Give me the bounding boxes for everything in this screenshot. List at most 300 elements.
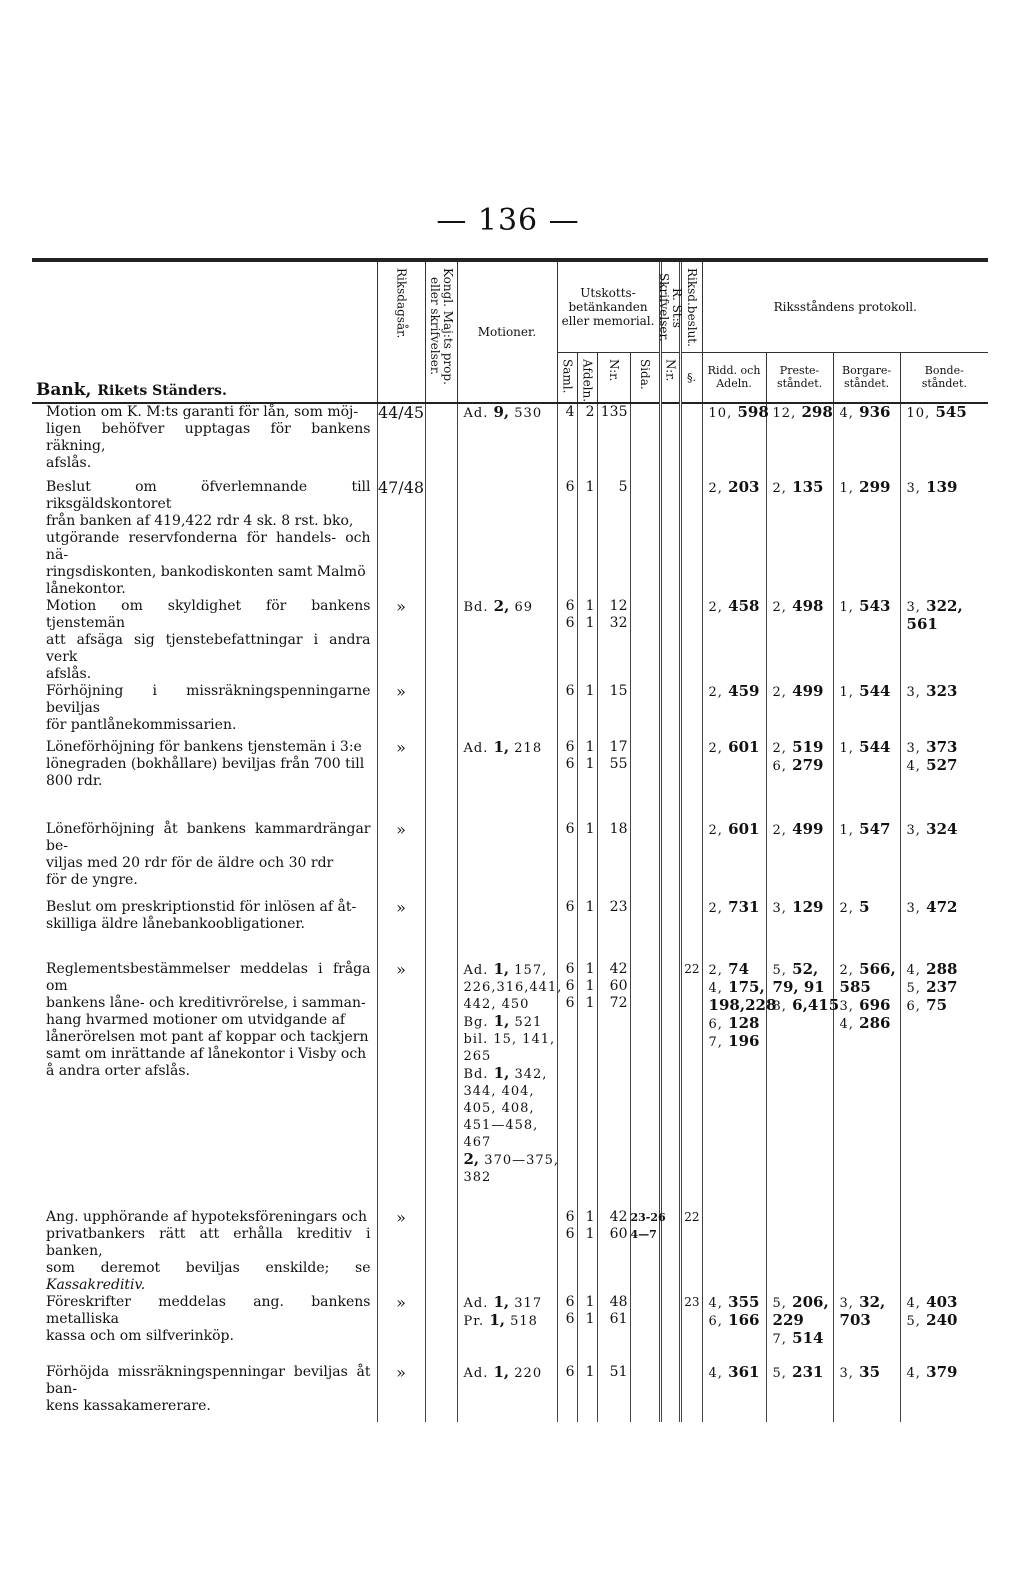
ridd-protocol-cell	[702, 1294, 766, 1364]
section-header-cell	[32, 262, 377, 403]
bonde-ref-part: 5,	[906, 1313, 921, 1329]
motion-ref-part: Bd.	[463, 1066, 494, 1082]
table-row	[32, 739, 988, 821]
sida-cell	[630, 683, 660, 739]
bonde-ref-part: 139	[920, 477, 958, 496]
col-utskott-label-2: betänkanden	[568, 299, 648, 314]
ridd-ref-line	[709, 739, 766, 757]
motion-ref-part: Ad.	[463, 1365, 494, 1381]
entry-description-line: Ang. upphörande af hypoteksföreningars och	[46, 1208, 368, 1225]
rsts-nr-cell	[660, 961, 680, 1209]
bonde-protocol-cell	[900, 683, 988, 739]
ridd-ref-part: 2,	[708, 599, 723, 615]
motioner-cell	[457, 683, 557, 739]
ridd-ref-part: 203	[722, 477, 760, 496]
nr-value: 15	[609, 682, 628, 699]
ridd-ref-line	[709, 899, 766, 917]
nr-value: 55	[609, 755, 628, 772]
col-motioner	[457, 262, 557, 403]
borgare-ref-line	[840, 404, 900, 422]
bonde-ref-line	[907, 997, 989, 1015]
entry-description-line: å andra orter afslås.	[46, 1062, 190, 1079]
entry-description-line: lånerörelsen mot pant af koppar och tackjern	[46, 1028, 369, 1045]
preste-ref-part: 514	[786, 1328, 824, 1347]
riksdagsar-cell: »	[377, 821, 425, 899]
motioner-cell	[457, 1294, 557, 1364]
entry-description-line: 800 rdr.	[46, 772, 103, 789]
borgare-protocol-cell	[833, 598, 900, 683]
preste-protocol-cell	[766, 598, 833, 683]
ridd-ref-line	[708, 995, 777, 1015]
bonde-ref-part: 4,	[906, 1295, 921, 1311]
bonde-protocol-cell	[900, 598, 988, 683]
preste-ref-part: 8,	[772, 998, 787, 1014]
ridd-ref-part: 459	[722, 681, 760, 700]
paragraph-cell	[680, 683, 702, 739]
saml-cell	[557, 821, 577, 899]
col-borgare	[833, 352, 900, 403]
motion-ref-part: 1,	[493, 1292, 510, 1311]
col-riksdagsar	[377, 262, 425, 403]
bonde-ref-part: 237	[920, 977, 958, 996]
preste-protocol-cell	[766, 899, 833, 961]
motion-ref-part: Ad.	[463, 405, 494, 421]
motion-ref-part: Bd.	[463, 599, 494, 615]
afdeln-cell	[577, 961, 597, 1209]
borgare-ref-line	[840, 899, 900, 917]
motion-ref-part: 1,	[489, 1310, 505, 1329]
preste-ref-part: 2,	[772, 599, 787, 615]
kongl-cell	[425, 1364, 457, 1422]
rsts-nr-cell	[660, 1364, 680, 1422]
paragraph-cell	[680, 961, 702, 1209]
motioner-cell	[457, 899, 557, 961]
borgare-ref-part: 286	[853, 1013, 891, 1032]
motion-ref-part: 518	[504, 1313, 538, 1329]
bonde-ref-part: 3,	[906, 684, 921, 700]
col-borgare-label-1: Borgare-	[842, 364, 892, 378]
col-protokoll-label: Riksståndens protokoll.	[773, 299, 917, 314]
riksdagsar-cell: »	[377, 899, 425, 961]
saml-value: 4	[565, 403, 575, 420]
preste-protocol-cell	[766, 479, 833, 598]
ridd-ref-line	[709, 979, 766, 997]
saml-value: 6	[565, 960, 575, 977]
col-riksdagsar-label: Riksdagsår.	[394, 268, 409, 339]
preste-ref-line	[772, 995, 840, 1015]
bonde-ref-line	[907, 739, 989, 757]
ridd-ref-part: 198,228	[708, 995, 777, 1014]
preste-ref-part: 498	[786, 596, 824, 615]
borgare-ref-part: 1,	[839, 822, 854, 838]
motion-ref-part: 9,	[493, 402, 510, 421]
entry-description	[32, 961, 377, 1209]
ridd-protocol-cell	[702, 959, 777, 1209]
preste-ref-line	[773, 899, 833, 917]
kongl-cell	[425, 479, 457, 598]
paragraph-cell	[680, 479, 702, 598]
saml-value: 6	[565, 597, 575, 614]
preste-ref-line	[773, 739, 833, 757]
ridd-ref-part: 598	[732, 402, 769, 421]
motion-ref-line	[464, 1083, 557, 1100]
ridd-ref-part: 10,	[708, 405, 733, 421]
preste-ref-part: 499	[786, 819, 824, 838]
section-title	[36, 379, 227, 400]
ridd-ref-part: 74	[722, 959, 750, 978]
paragraph-cell	[680, 899, 702, 961]
bonde-protocol-cell	[900, 1294, 988, 1364]
motion-ref-part: 317	[509, 1295, 543, 1311]
borgare-ref-part: 35	[853, 1362, 881, 1381]
preste-protocol-cell	[766, 1294, 833, 1364]
entry-description-line: kassa och om silfverinköp.	[46, 1327, 234, 1344]
col-preste	[766, 352, 833, 403]
sida-cell	[630, 1364, 660, 1422]
table-row	[32, 683, 988, 739]
paragraph-cell	[680, 598, 702, 683]
borgare-ref-part: 2,	[839, 900, 854, 916]
motioner-cell	[457, 739, 557, 821]
afdeln-value: 1	[585, 1225, 595, 1242]
nr-value: 51	[609, 1363, 628, 1380]
entry-description-line: Beslut om preskriptionstid för inlösen af åt-	[46, 898, 357, 915]
borgare-ref-part: 3,	[839, 1295, 854, 1311]
ridd-ref-part: 6,	[708, 1313, 723, 1329]
borgare-ref-line	[840, 997, 900, 1015]
bonde-ref-part: 4,	[906, 1365, 921, 1381]
preste-ref-part: 129	[786, 897, 824, 916]
bonde-ref-part: 4,	[906, 758, 921, 774]
borgare-protocol-cell	[833, 1209, 900, 1294]
motion-ref-line	[463, 979, 563, 996]
kongl-cell	[425, 403, 457, 479]
borgare-ref-line	[840, 1015, 900, 1033]
nr-value: 32	[609, 614, 628, 631]
afdeln-value: 1	[585, 898, 595, 915]
ridd-ref-part: 175,	[722, 977, 765, 996]
col-group-rsts	[657, 262, 685, 352]
motion-ref-part: 530	[509, 405, 543, 421]
table-row	[32, 1364, 988, 1422]
nr-value: 72	[609, 994, 628, 1011]
riksdagsar-cell: »	[377, 1294, 425, 1364]
borgare-ref-part: 1,	[839, 480, 854, 496]
entry-description-line: lånekontor.	[46, 580, 126, 597]
motion-ref-line	[464, 739, 557, 757]
nr-value: 60	[609, 1225, 628, 1242]
entry-description-line: skilliga äldre lånebankoobligationer.	[46, 915, 306, 932]
bonde-ref-line	[907, 899, 989, 917]
entry-description-line: lönegraden (bokhållare) beviljas från 700 till	[46, 755, 365, 772]
ridd-ref-part: 458	[722, 596, 760, 615]
preste-ref-part: 2,	[772, 684, 787, 700]
motion-ref-line	[464, 1169, 557, 1186]
preste-ref-line	[773, 1364, 833, 1382]
saml-value: 6	[565, 1225, 575, 1242]
nr-value: 12	[609, 597, 628, 614]
preste-ref-part: 2,	[772, 822, 787, 838]
col-paragraph-label: §.	[687, 370, 697, 384]
motion-ref-part: 1,	[493, 1362, 510, 1381]
sida-cell	[630, 1294, 660, 1364]
col-bonde-label-1: Bonde-	[924, 364, 964, 378]
col-rsts-nr	[660, 352, 680, 403]
bonde-ref-part: 472	[920, 897, 958, 916]
preste-ref-line	[773, 1330, 833, 1348]
sida-cell	[630, 821, 660, 899]
afdeln-value: 1	[585, 614, 595, 631]
bonde-ref-part: 3,	[906, 480, 921, 496]
ridd-ref-line	[709, 1364, 766, 1382]
entry-description-line: Reglementsbestämmelser meddelas i fråga om	[46, 960, 371, 994]
table-row	[32, 1209, 988, 1294]
motion-ref-line	[464, 1065, 557, 1083]
rsts-nr-cell	[660, 899, 680, 961]
borgare-ref-part: 5	[853, 897, 870, 916]
preste-protocol-cell	[766, 821, 833, 899]
bonde-ref-part: 3,	[906, 740, 921, 756]
motion-ref-line	[464, 1134, 557, 1151]
ridd-ref-part: 601	[722, 737, 760, 756]
borgare-ref-line	[840, 683, 900, 701]
ridd-ref-part: 196	[722, 1031, 760, 1050]
entry-description-line: utgörande reservfonderna för handels- och nä-	[46, 529, 371, 563]
borgare-ref-part: 703	[839, 1310, 871, 1329]
entry-description-line: Förhöjning i missräkningspenningarne beviljas	[46, 682, 371, 716]
entry-description-line: Förhöjda missräkningspenningar beviljas åt ban-	[46, 1363, 371, 1397]
table-row	[32, 1294, 988, 1364]
preste-ref-part: 2,	[772, 480, 787, 496]
sida-cell	[630, 479, 660, 598]
riksdagsar-cell: »	[377, 683, 425, 739]
col-kongl-label-2: eller skrifvelser.	[428, 277, 442, 376]
rsts-nr-cell	[660, 598, 680, 683]
borgare-ref-part: 1,	[839, 684, 854, 700]
preste-ref-line	[773, 961, 833, 979]
bonde-ref-line	[907, 1312, 989, 1330]
motion-ref-part: 451—458,	[463, 1117, 539, 1133]
preste-ref-part: 135	[786, 477, 824, 496]
borgare-protocol-cell	[833, 739, 900, 821]
ridd-ref-part: 4,	[708, 980, 723, 996]
paragraph-value: 22	[684, 1209, 700, 1224]
preste-ref-line	[773, 598, 833, 616]
motion-ref-line	[463, 1149, 560, 1169]
afdeln-cell	[577, 1209, 597, 1294]
ridd-ref-line	[709, 479, 766, 497]
saml-value: 6	[565, 682, 575, 699]
entry-description-line: samt om inrättande af lånekontor i Visby och	[46, 1045, 367, 1062]
ridd-ref-part: 7,	[708, 1034, 723, 1050]
ridd-ref-line	[709, 961, 766, 979]
motion-ref-part: 382	[463, 1169, 492, 1185]
preste-ref-line	[773, 979, 833, 997]
saml-value: 6	[565, 1293, 575, 1310]
entry-description	[32, 1294, 377, 1364]
motion-ref-part: Bg.	[463, 1014, 494, 1030]
bonde-ref-part: 527	[920, 755, 958, 774]
saml-value: 6	[565, 738, 575, 755]
borgare-protocol-cell	[833, 899, 900, 961]
entry-description	[32, 683, 377, 739]
borgare-protocol-cell	[833, 1364, 900, 1422]
nr-value: 18	[609, 820, 628, 837]
riksdagsar-cell: »	[377, 1209, 425, 1294]
preste-ref-part: 6,	[772, 758, 787, 774]
afdeln-cell	[577, 739, 597, 821]
sida-value: 23-26	[630, 1210, 666, 1224]
ridd-protocol-cell	[702, 899, 766, 961]
borgare-ref-part: 543	[853, 596, 891, 615]
col-sida	[630, 352, 660, 403]
col-ridd-label-1: Ridd. och	[707, 364, 761, 378]
bonde-ref-part: 323	[920, 681, 958, 700]
bonde-protocol-cell	[900, 1364, 988, 1422]
motion-ref-line	[464, 598, 557, 616]
paragraph-cell	[680, 821, 702, 899]
preste-ref-part: 499	[786, 681, 824, 700]
bonde-ref-line	[907, 598, 989, 616]
bonde-ref-line	[907, 961, 989, 979]
ridd-ref-part: 2,	[708, 962, 723, 978]
col-nr	[597, 352, 630, 403]
borgare-ref-part: 3,	[839, 1365, 854, 1381]
motion-ref-line	[464, 1013, 557, 1031]
borgare-ref-part: 547	[853, 819, 891, 838]
nr-cell	[597, 961, 630, 1209]
motion-ref-part: Pr.	[463, 1313, 490, 1329]
index-table	[32, 262, 988, 1422]
borgare-protocol-cell	[833, 821, 900, 899]
preste-ref-part: 5,	[772, 1295, 787, 1311]
borgare-protocol-cell	[833, 1294, 900, 1364]
bonde-ref-part: 75	[920, 995, 948, 1014]
afdeln-cell	[577, 403, 597, 479]
ridd-ref-part: 128	[722, 1013, 760, 1032]
nr-value: 48	[609, 1293, 628, 1310]
saml-value: 6	[565, 478, 575, 495]
sida-cell	[630, 403, 660, 479]
motion-ref-part: 1,	[493, 959, 510, 978]
borgare-ref-line	[840, 979, 900, 997]
bonde-ref-part: 403	[920, 1292, 958, 1311]
bonde-ref-line	[907, 1294, 989, 1312]
riksdagsar-cell: 47/48	[377, 479, 425, 598]
bonde-ref-part: 5,	[906, 980, 921, 996]
motion-ref-part: 467	[463, 1134, 492, 1150]
preste-ref-part: 298	[796, 402, 833, 421]
afdeln-value: 1	[585, 820, 595, 837]
preste-protocol-cell	[766, 683, 833, 739]
kongl-cell	[425, 683, 457, 739]
col-kongl	[425, 262, 457, 403]
paragraph-cell	[680, 403, 702, 479]
nr-value: 60	[609, 977, 628, 994]
motion-ref-part: 218	[509, 740, 543, 756]
motion-ref-line	[464, 996, 557, 1013]
afdeln-cell	[577, 1294, 597, 1364]
kongl-cell	[425, 598, 457, 683]
motion-ref-part: 69	[509, 599, 533, 615]
motion-ref-line	[464, 1364, 557, 1382]
preste-ref-line	[773, 683, 833, 701]
bonde-ref-part: 373	[920, 737, 958, 756]
motion-ref-part: 2,	[463, 1149, 480, 1168]
table-row	[32, 403, 988, 479]
col-riksd-beslut-label: Riksd.beslut.	[685, 268, 700, 348]
table-row	[32, 598, 988, 683]
saml-cell	[557, 899, 577, 961]
saml-cell	[557, 683, 577, 739]
sida-cell	[630, 961, 660, 1209]
bonde-ref-line	[907, 821, 989, 839]
bonde-ref-part: 4,	[906, 962, 921, 978]
rsts-nr-cell	[660, 821, 680, 899]
ridd-ref-part: 355	[722, 1292, 760, 1311]
saml-value: 6	[565, 977, 575, 994]
table-row	[32, 821, 988, 899]
motion-ref-line	[464, 1031, 557, 1048]
nr-value: 5	[618, 478, 628, 495]
borgare-ref-part: 585	[839, 977, 871, 996]
preste-ref-line	[773, 821, 833, 839]
saml-value: 6	[565, 1363, 575, 1380]
paragraph-cell	[680, 1209, 702, 1294]
entry-description	[32, 598, 377, 683]
kongl-cell	[425, 821, 457, 899]
afdeln-value: 1	[585, 1363, 595, 1380]
ridd-ref-line	[708, 402, 769, 422]
preste-protocol-cell	[766, 739, 833, 821]
ridd-protocol-cell	[702, 479, 766, 598]
ridd-ref-part: 4,	[708, 1295, 723, 1311]
entry-description-line: kens kassakamererare.	[46, 1397, 211, 1414]
motioner-cell	[457, 1364, 557, 1422]
motion-ref-part: 405, 408,	[463, 1100, 535, 1116]
section-title-main: Bank,	[36, 379, 92, 400]
afdeln-value: 2	[585, 403, 595, 420]
motion-ref-line	[464, 1294, 557, 1312]
saml-cell	[557, 1209, 577, 1294]
sida-cell	[630, 739, 660, 821]
borgare-protocol-cell	[833, 683, 900, 739]
nr-cell	[597, 1364, 630, 1422]
nr-value: 17	[609, 738, 628, 755]
afdeln-value: 1	[585, 1208, 595, 1225]
preste-ref-part: 6,415	[786, 995, 840, 1014]
borgare-ref-part: 544	[853, 681, 891, 700]
col-afdeln	[577, 352, 597, 403]
bonde-ref-line	[907, 479, 989, 497]
ridd-ref-part: 2,	[708, 740, 723, 756]
nr-cell	[597, 1209, 630, 1294]
saml-cell	[557, 403, 577, 479]
preste-ref-line	[773, 479, 833, 497]
entry-description	[32, 1209, 377, 1294]
riksdagsar-cell: »	[377, 598, 425, 683]
ridd-protocol-cell	[702, 402, 769, 479]
col-afdeln-label: Afdeln.	[580, 358, 595, 402]
afdeln-value: 1	[585, 755, 595, 772]
borgare-protocol-cell	[833, 403, 900, 479]
page-number: — 136 —	[436, 203, 580, 238]
saml-cell	[557, 598, 577, 683]
afdeln-value: 1	[585, 977, 595, 994]
entry-description-line: afslås.	[46, 454, 92, 471]
motion-ref-line	[464, 1312, 557, 1330]
ridd-ref-part: 2,	[708, 900, 723, 916]
